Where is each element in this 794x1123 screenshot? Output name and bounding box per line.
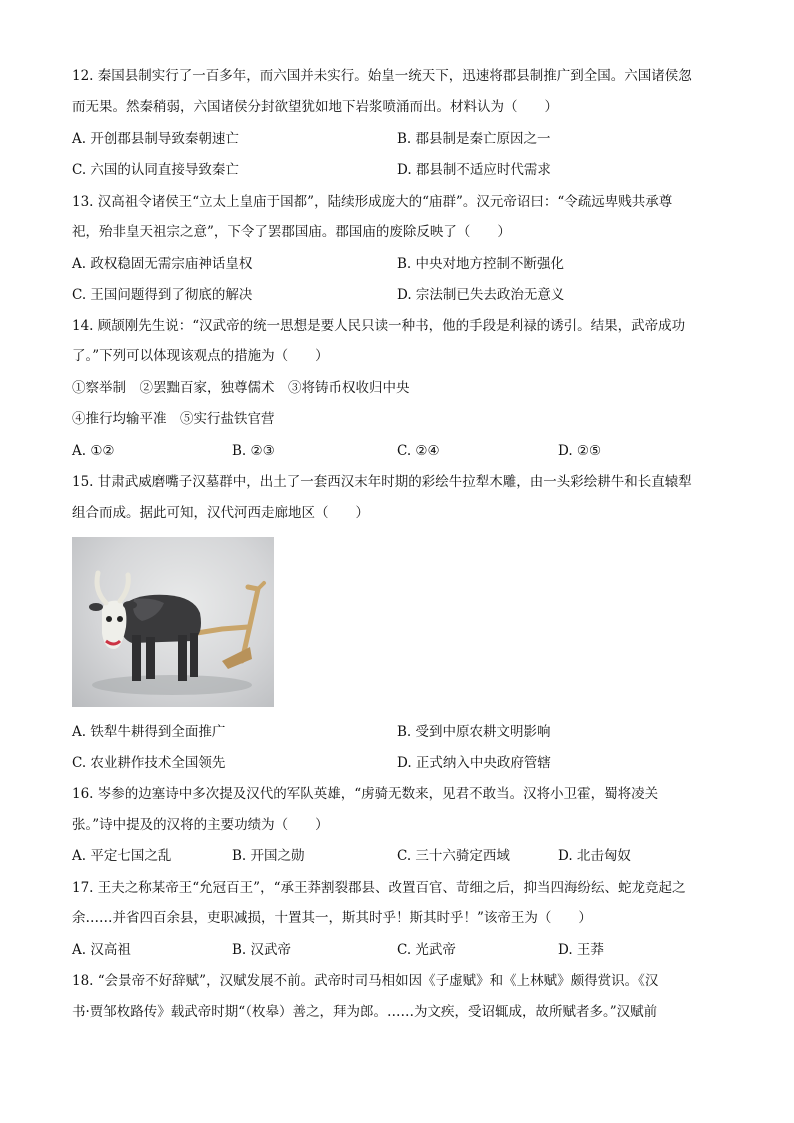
q12-stem-line-1: 12. 秦国县制实行了一百多年，而六国并未实行。始皇一统天下，迅速将郡县制推广到全国。六国诸侯忽 — [72, 68, 692, 84]
q17-option-c[interactable]: C. 光武帝 — [397, 942, 456, 958]
q18-stem-line-2: 书·贾邹枚路传》载武帝时期“（枚皋）善之，拜为郎。……为文疾，受诏辄成，故所赋者多。”汉赋前 — [72, 1004, 658, 1020]
q13-option-d[interactable]: D. 宗法制已失去政治无意义 — [397, 287, 565, 303]
q13-stem-line-1: 13. 汉高祖令诸侯王“立太上皇庙于国都”，陆续形成庞大的“庙群”。汉元帝诏曰：“令疏远卑贱共承尊 — [72, 194, 673, 210]
q13-option-c[interactable]: C. 王国问题得到了彻底的解决 — [72, 287, 253, 303]
ox-plough-figure — [72, 537, 274, 707]
q17-option-b[interactable]: B. 汉武帝 — [232, 942, 292, 958]
q15-stem-line-2: 组合而成。据此可知，汉代河西走廊地区（ ） — [72, 505, 369, 521]
q15-option-d[interactable]: D. 正式纳入中央政府管辖 — [397, 755, 551, 771]
q12-option-b[interactable]: B. 郡县制是秦亡原因之一 — [397, 131, 551, 147]
q17-option-d[interactable]: D. 王莽 — [558, 942, 604, 958]
q16-stem-line-2: 张。”诗中提及的汉将的主要功绩为（ ） — [72, 817, 329, 833]
q14-stem-line-1: 14. 顾颉刚先生说：“汉武帝的统一思想是要人民只读一种书，他的手段是利禄的诱引。结果，武帝成功 — [72, 318, 686, 334]
q15-option-a[interactable]: A. 铁犁牛耕得到全面推广 — [72, 724, 226, 740]
q16-option-c[interactable]: C. 三十六骑定西域 — [397, 848, 510, 864]
q18-stem-line-1: 18. “会景帝不好辞赋”，汉赋发展不前。武帝时司马相如因《子虚赋》和《上林赋》颇得赏识。《汉 — [72, 973, 659, 989]
q14-option-b[interactable]: B. ②③ — [232, 443, 275, 459]
q12-option-d[interactable]: D. 郡县制不适应时代需求 — [397, 162, 551, 178]
q16-option-a[interactable]: A. 平定七国之乱 — [72, 848, 172, 864]
q14-option-a[interactable]: A. ①② — [72, 443, 115, 459]
q17-stem-line-1: 17. 王夫之称某帝王“允冠百王”，“承王莽割裂郡县、改置百官、苛细之后，抑当四海纷纭、蛇龙竞起之 — [72, 880, 686, 896]
q14-option-c[interactable]: C. ②④ — [397, 443, 440, 459]
q16-option-b[interactable]: B. 开国之勋 — [232, 848, 305, 864]
q13-stem-line-2: 祀，殆非皇天祖宗之意”，下令了罢郡国庙。郡国庙的废除反映了（ ） — [72, 224, 511, 240]
q15-stem-line-1: 15. 甘肃武威磨嘴子汉墓群中，出土了一套西汉末年时期的彩绘牛拉犁木雕，由一头彩绘耕牛和长直辕犁 — [72, 474, 692, 490]
q13-option-b[interactable]: B. 中央对地方控制不断强化 — [397, 256, 565, 272]
q16-option-d[interactable]: D. 北击匈奴 — [558, 848, 631, 864]
q13-option-a[interactable]: A. 政权稳固无需宗庙神话皇权 — [72, 256, 253, 272]
q17-option-a[interactable]: A. 汉高祖 — [72, 942, 131, 958]
q15-option-b[interactable]: B. 受到中原农耕文明影响 — [397, 724, 551, 740]
q14-items-line-2: ④推行均输平准 ⑤实行盐铁官营 — [72, 411, 275, 427]
q14-items-line-1: ①察举制 ②罢黜百家，独尊儒术 ③将铸币权收归中央 — [72, 380, 410, 396]
q12-option-a[interactable]: A. 开创郡县制导致秦朝速亡 — [72, 131, 239, 147]
q17-stem-line-2: 余……并省四百余县，吏职减损，十置其一，斯其时乎！斯其时乎！”该帝王为（ ） — [72, 910, 592, 926]
q12-option-c[interactable]: C. 六国的认同直接导致秦亡 — [72, 162, 239, 178]
q15-option-c[interactable]: C. 农业耕作技术全国领先 — [72, 755, 226, 771]
q16-stem-line-1: 16. 岑参的边塞诗中多次提及汉代的军队英雄，“虏骑无数来，见君不敢当。汉将小卫霍，蜀将凌关 — [72, 786, 659, 802]
q12-stem-line-2: 而无果。然秦稍弱，六国诸侯分封欲望犹如地下岩浆喷涌而出。材料认为（ ） — [72, 99, 558, 115]
painted-wooden-ox-and-plough-icon — [72, 537, 274, 707]
q14-option-d[interactable]: D. ②⑤ — [558, 443, 602, 459]
q14-stem-line-2: 了。”下列可以体现该观点的措施为（ ） — [72, 348, 329, 364]
